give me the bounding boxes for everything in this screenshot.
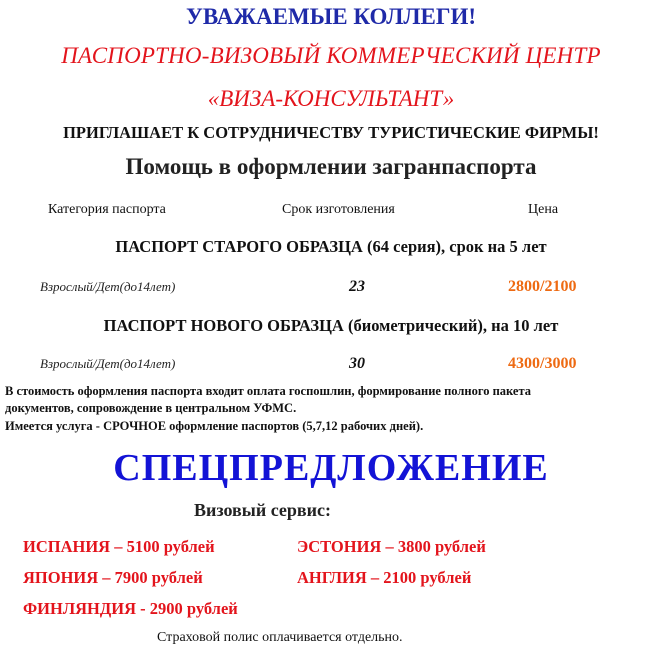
greeting-heading: УВАЖАЕМЫЕ КОЛЛЕГИ! [185,4,477,29]
column-header-term: Срок изготовления [282,202,395,217]
special-offer-heading: СПЕЦПРЕДЛОЖЕНИЕ [113,447,549,489]
company-name: ПАСПОРТНО-ВИЗОВЫЙ КОММЕРЧЕСКИЙ ЦЕНТР [61,43,601,68]
note-line: документов, сопровождение в центральном УФМС. [5,401,297,415]
section-new-passport: ПАСПОРТ НОВОГО ОБРАЗЦА (биометрический), на 10 лет [103,316,559,335]
row-price: 4300/3000 [508,355,577,372]
offer-japan: ЯПОНИЯ – 7900 рублей [23,568,203,587]
row-category: Взрослый/Дет(до14лет) [40,279,176,294]
row-term: 23 [349,278,365,295]
brand-name: «ВИЗА-КОНСУЛЬТАНТ» [207,86,455,111]
service-title: Помощь в оформлении загранпаспорта [125,154,537,179]
note-line: В стоимость оформления паспорта входит оплата госпошлин, формирование полного пакета [5,384,532,398]
offer-estonia: ЭСТОНИЯ – 3800 рублей [297,537,486,556]
offer-spain: ИСПАНИЯ – 5100 рублей [23,537,215,556]
visa-service-title: Визовый сервис: [194,500,331,520]
invitation-line: ПРИГЛАШАЕТ К СОТРУДНИЧЕСТВУ ТУРИСТИЧЕСКИЕ ФИРМЫ! [63,123,599,142]
insurance-note: Страховой полис оплачивается отдельно. [157,630,403,645]
row-category: Взрослый/Дет(до14лет) [40,356,176,371]
offer-england: АНГЛИЯ – 2100 рублей [297,568,472,587]
offer-finland: ФИНЛЯНДИЯ - 2900 рублей [23,599,238,618]
section-old-passport: ПАСПОРТ СТАРОГО ОБРАЗЦА (64 серия), срок на 5 лет [115,237,547,256]
note-line: Имеется услуга - СРОЧНОЕ оформление паспортов (5,7,12 рабочих дней). [5,419,424,433]
column-header-price: Цена [528,202,559,217]
row-term: 30 [349,355,365,372]
row-price: 2800/2100 [508,278,577,295]
column-header-category: Категория паспорта [48,202,166,217]
